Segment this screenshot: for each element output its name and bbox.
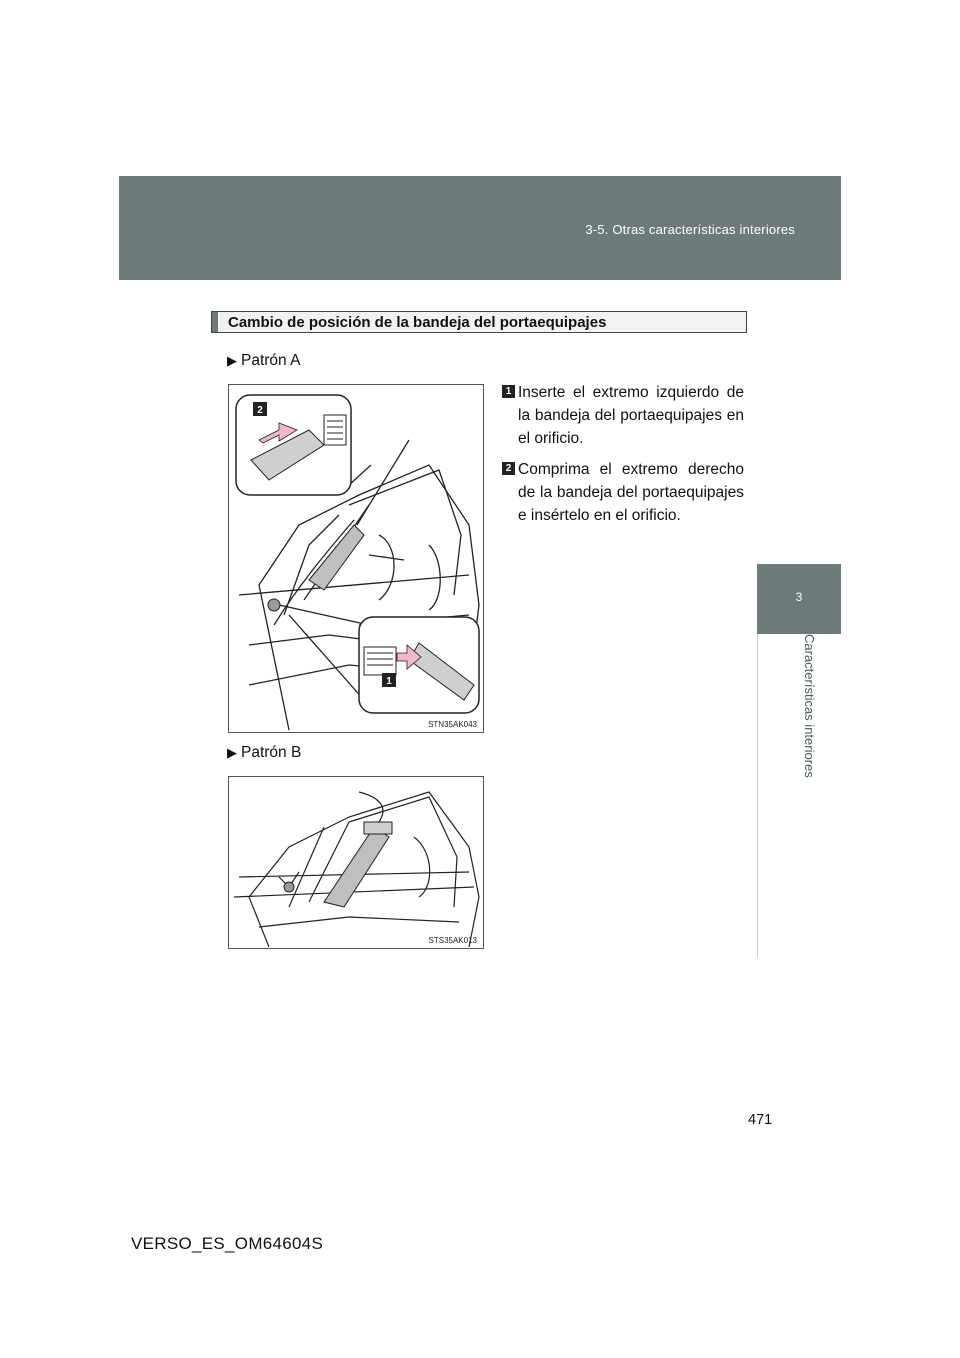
document-code: VERSO_ES_OM64604S [131,1234,324,1253]
pattern-b-label: Patrón B [241,744,302,761]
chapter-title: Características interiores [802,634,817,778]
figure-a-illustration [229,385,485,734]
pattern-b-heading [227,744,301,762]
triangle-right-icon: ▶ [227,745,237,760]
svg-text:1: 1 [386,676,392,687]
page-number: 471 [748,1112,773,1128]
pattern-a-heading [227,352,300,370]
figure-b-code: STS35AK013 [428,936,477,945]
triangle-right-icon: ▶ [227,353,237,368]
figure-a-code: STN35AK043 [428,720,477,729]
chapter-number: 3 [795,590,803,604]
section-title-bar [212,312,218,332]
figure-b-illustration [229,777,485,950]
section-title-box [211,311,747,333]
step-2-number: 2 [502,462,515,475]
figure-pattern-b [228,776,484,949]
section-title: Cambio de posición de la bandeja del portaequipajes [228,314,607,331]
step-1-number: 1 [502,385,515,398]
pattern-a-label: Patrón A [241,352,301,369]
figure-pattern-a [228,384,484,733]
step-2-text: Comprima el extremo derecho de la bandeja del portaequipajes e insértelo en el orificio. [518,461,744,524]
header-band [119,176,841,280]
step-1-text: Inserte el extremo izquierdo de la bandeja del portaequipajes en el orificio. [518,384,744,447]
step-2 [502,458,744,527]
step-1 [502,381,744,450]
section-header: 3-5. Otras características interiores [585,222,795,237]
chapter-tab [757,564,841,634]
steps-list [502,381,744,535]
svg-text:2: 2 [257,405,263,416]
